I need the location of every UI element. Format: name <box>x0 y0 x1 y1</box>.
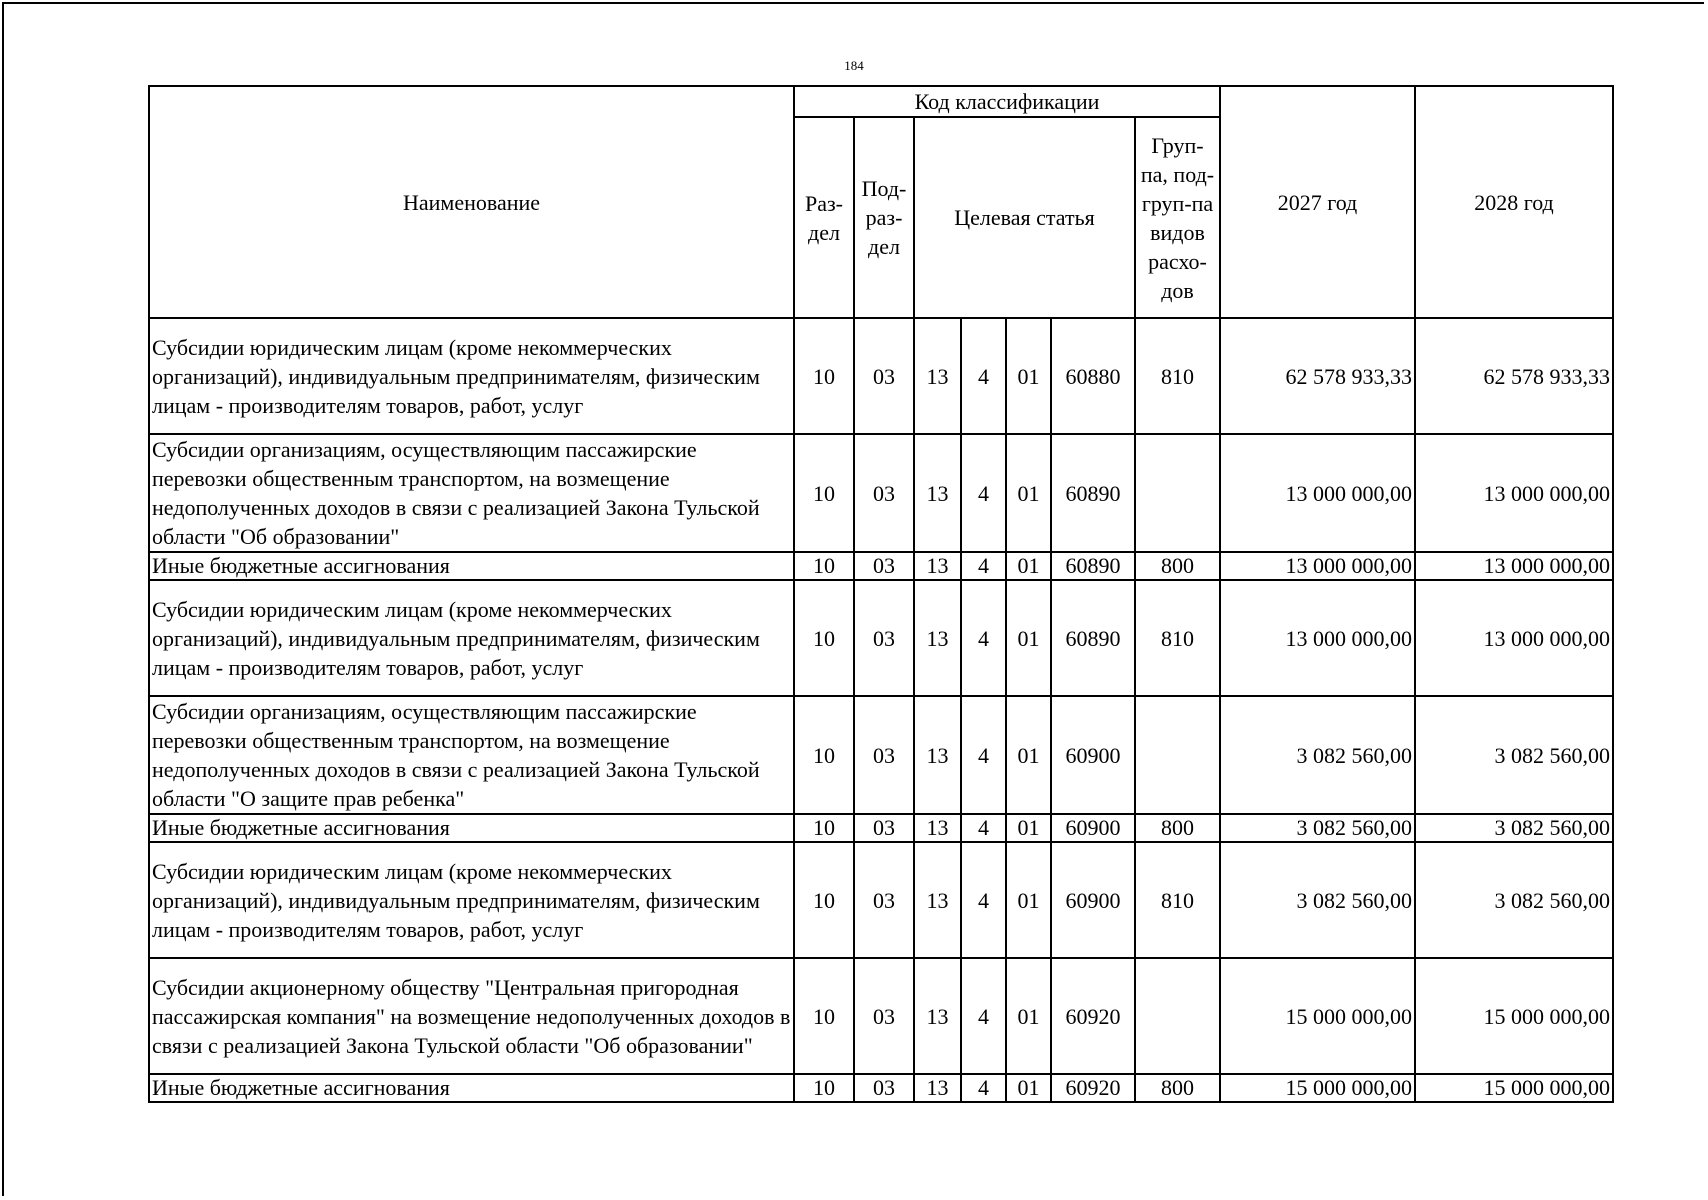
row-podrazdel: 03 <box>854 842 914 958</box>
row-name: Субсидии юридическим лицам (кроме некоммерческих организаций), индивидуальным предпринимателям, физическим лицам - производителям товаров, работ, услуг <box>149 580 794 696</box>
row-target-program: 13 <box>914 318 961 434</box>
row-target-complex: 01 <box>1006 552 1051 580</box>
row-amount-2028: 13 000 000,00 <box>1415 434 1613 552</box>
row-podrazdel: 03 <box>854 1074 914 1102</box>
row-target-type: 4 <box>961 318 1006 434</box>
row-target-direction: 60890 <box>1051 434 1135 552</box>
row-amount-2027: 13 000 000,00 <box>1220 552 1415 580</box>
row-target-program: 13 <box>914 814 961 842</box>
row-name: Субсидии организациям, осуществляющим пассажирские перевозки общественным транспортом, на возмещение недополученных доходов в связи с реализацией Закона Тульской области "Об образовании" <box>149 434 794 552</box>
row-podrazdel: 03 <box>854 552 914 580</box>
row-razdel: 10 <box>794 1074 854 1102</box>
row-podrazdel: 03 <box>854 580 914 696</box>
row-target-direction: 60880 <box>1051 318 1135 434</box>
row-podrazdel: 03 <box>854 814 914 842</box>
row-target-type: 4 <box>961 434 1006 552</box>
row-target-program: 13 <box>914 696 961 814</box>
header-row <box>149 86 1613 117</box>
row-razdel: 10 <box>794 958 854 1074</box>
row-target-direction: 60900 <box>1051 814 1135 842</box>
header-code-group: Код классификации <box>794 86 1220 117</box>
row-target-type: 4 <box>961 958 1006 1074</box>
row-amount-2028: 13 000 000,00 <box>1415 580 1613 696</box>
row-amount-2027: 62 578 933,33 <box>1220 318 1415 434</box>
row-razdel: 10 <box>794 814 854 842</box>
row-razdel: 10 <box>794 318 854 434</box>
row-group <box>1135 696 1220 814</box>
row-name: Субсидии юридическим лицам (кроме некоммерческих организаций), индивидуальным предпринимателям, физическим лицам - производителям товаров, работ, услуг <box>149 318 794 434</box>
row-name: Иные бюджетные ассигнования <box>149 552 794 580</box>
row-amount-2027: 13 000 000,00 <box>1220 580 1415 696</box>
row-target-type: 4 <box>961 552 1006 580</box>
row-podrazdel: 03 <box>854 958 914 1074</box>
row-amount-2027: 15 000 000,00 <box>1220 1074 1415 1102</box>
row-target-direction: 60890 <box>1051 552 1135 580</box>
row-target-direction: 60920 <box>1051 1074 1135 1102</box>
row-group: 800 <box>1135 814 1220 842</box>
page-number: 184 <box>844 58 864 73</box>
table-row <box>149 696 1613 814</box>
row-target-complex: 01 <box>1006 696 1051 814</box>
row-razdel: 10 <box>794 842 854 958</box>
budget-table <box>148 85 1614 1103</box>
table-row <box>149 814 1613 842</box>
row-target-type: 4 <box>961 696 1006 814</box>
row-target-complex: 01 <box>1006 318 1051 434</box>
row-target-type: 4 <box>961 814 1006 842</box>
table-row <box>149 580 1613 696</box>
header-target: Целевая статья <box>914 117 1135 318</box>
row-target-complex: 01 <box>1006 842 1051 958</box>
row-target-type: 4 <box>961 1074 1006 1102</box>
row-target-direction: 60900 <box>1051 842 1135 958</box>
row-name: Иные бюджетные ассигнования <box>149 814 794 842</box>
row-name: Иные бюджетные ассигнования <box>149 1074 794 1102</box>
header-year-2028: 2028 год <box>1415 86 1613 318</box>
row-group <box>1135 958 1220 1074</box>
header-group: Груп-па, под-груп-па видов расхо-дов <box>1135 117 1220 318</box>
header-razdel: Раз-дел <box>794 117 854 318</box>
row-target-complex: 01 <box>1006 434 1051 552</box>
table-row <box>149 434 1613 552</box>
row-amount-2027: 3 082 560,00 <box>1220 696 1415 814</box>
row-amount-2028: 15 000 000,00 <box>1415 958 1613 1074</box>
row-podrazdel: 03 <box>854 318 914 434</box>
row-amount-2027: 3 082 560,00 <box>1220 842 1415 958</box>
row-target-program: 13 <box>914 552 961 580</box>
row-target-direction: 60890 <box>1051 580 1135 696</box>
row-group: 810 <box>1135 842 1220 958</box>
row-group: 810 <box>1135 318 1220 434</box>
table-row <box>149 552 1613 580</box>
row-razdel: 10 <box>794 434 854 552</box>
row-name: Субсидии юридическим лицам (кроме некоммерческих организаций), индивидуальным предпринимателям, физическим лицам - производителям товаров, работ, услуг <box>149 842 794 958</box>
row-target-complex: 01 <box>1006 580 1051 696</box>
row-group <box>1135 434 1220 552</box>
row-target-complex: 01 <box>1006 814 1051 842</box>
row-amount-2028: 15 000 000,00 <box>1415 1074 1613 1102</box>
table-row <box>149 958 1613 1074</box>
row-target-program: 13 <box>914 1074 961 1102</box>
row-target-program: 13 <box>914 580 961 696</box>
row-target-direction: 60920 <box>1051 958 1135 1074</box>
row-razdel: 10 <box>794 552 854 580</box>
row-razdel: 10 <box>794 580 854 696</box>
row-target-complex: 01 <box>1006 1074 1051 1102</box>
row-amount-2028: 62 578 933,33 <box>1415 318 1613 434</box>
row-group: 800 <box>1135 552 1220 580</box>
header-year-2027: 2027 год <box>1220 86 1415 318</box>
header-podrazdel: Под-раз-дел <box>854 117 914 318</box>
row-target-type: 4 <box>961 580 1006 696</box>
table-row <box>149 318 1613 434</box>
row-target-type: 4 <box>961 842 1006 958</box>
header-name: Наименование <box>149 86 794 318</box>
row-amount-2027: 13 000 000,00 <box>1220 434 1415 552</box>
row-target-program: 13 <box>914 958 961 1074</box>
row-podrazdel: 03 <box>854 434 914 552</box>
row-group: 810 <box>1135 580 1220 696</box>
row-amount-2027: 3 082 560,00 <box>1220 814 1415 842</box>
table-row <box>149 842 1613 958</box>
row-group: 800 <box>1135 1074 1220 1102</box>
row-name: Субсидии организациям, осуществляющим пассажирские перевозки общественным транспортом, на возмещение недополученных доходов в связи с реализацией Закона Тульской области "О защите прав ребенка" <box>149 696 794 814</box>
table-row <box>149 1074 1613 1102</box>
row-amount-2028: 3 082 560,00 <box>1415 696 1613 814</box>
row-target-direction: 60900 <box>1051 696 1135 814</box>
row-amount-2028: 3 082 560,00 <box>1415 842 1613 958</box>
row-razdel: 10 <box>794 696 854 814</box>
row-target-program: 13 <box>914 434 961 552</box>
row-target-program: 13 <box>914 842 961 958</box>
row-target-complex: 01 <box>1006 958 1051 1074</box>
row-amount-2027: 15 000 000,00 <box>1220 958 1415 1074</box>
row-podrazdel: 03 <box>854 696 914 814</box>
row-name: Субсидии акционерному обществу "Центральная пригородная пассажирская компания" на возмещение недополученных доходов в связи с реализацией Закона Тульской области "Об образовании" <box>149 958 794 1074</box>
row-amount-2028: 3 082 560,00 <box>1415 814 1613 842</box>
row-amount-2028: 13 000 000,00 <box>1415 552 1613 580</box>
